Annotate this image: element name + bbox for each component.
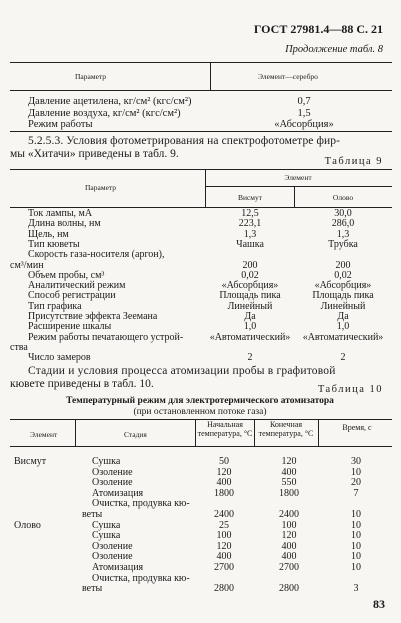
table10-end-temp: 550 <box>281 477 297 489</box>
table10-stage: Сушка <box>92 530 121 542</box>
paragraph-stages-line1: Стадии и условия процесса атомизации пробы в графитовой <box>28 365 336 377</box>
document-header: ГОСТ 27981.4—88 С. 21 <box>253 22 383 36</box>
table10-end-temp: 2700 <box>279 562 299 573</box>
paragraph-stages-line2: кювете приведены в табл. 10. <box>10 378 154 390</box>
table9-tin-value: 200 <box>335 259 351 271</box>
table10-stage: Сушка <box>92 519 121 531</box>
table9-bismuth-value: 0,02 <box>241 269 259 281</box>
table10-start-temp: 400 <box>216 477 232 489</box>
table9-param: Режим работы печатающего устрой- <box>28 331 184 343</box>
table9-bismuth-value: Площадь пика <box>219 290 281 302</box>
table10-header-start-temp: Начальная температура, °С <box>197 420 253 438</box>
table9-bismuth-value: «Автоматический» <box>209 331 291 343</box>
table9-tin-value: «Автоматический» <box>302 331 384 343</box>
table10-end-temp: 400 <box>281 540 297 552</box>
table9-param: Расширение шкалы <box>28 321 112 333</box>
table10-header-stage: Стадия <box>124 430 147 439</box>
table10-end-temp: 400 <box>281 466 297 478</box>
table9-tin-value: 0,02 <box>334 269 352 281</box>
table10-time: 10 <box>351 530 361 542</box>
table9-tin-value: «Абсорбция» <box>314 280 372 292</box>
table8-value: 0,7 <box>297 96 311 107</box>
table10-time: 20 <box>351 477 361 489</box>
table9-header-param: Параметр <box>85 183 117 192</box>
table9-param: Длина волны, нм <box>28 218 101 230</box>
table9-param: Объем пробы, см³ <box>28 269 105 281</box>
table9-bismuth-value: Да <box>244 311 256 322</box>
table10-stage: Атомизация <box>92 487 144 499</box>
table9-bismuth-value: 223,1 <box>238 218 262 230</box>
table9-header-element: Элемент <box>284 173 312 182</box>
table9-param: Скорость газа-носителя (аргон), <box>28 249 165 261</box>
table10-time: 10 <box>351 562 361 573</box>
table10-start-temp: 2700 <box>214 562 234 573</box>
table9-tin-value: 286,0 <box>331 218 355 230</box>
table10-stage: веты <box>82 509 103 520</box>
table9-tin-value: Трубка <box>328 238 358 250</box>
table8-header-param: Параметр <box>75 72 107 81</box>
paragraph-5-2-5-3-line1: 5.2.5.3. Условия фотометрирования на спектрофотометре фир- <box>28 135 341 147</box>
table8-value: «Абсорбция» <box>274 119 334 130</box>
table9-bismuth-value: Чашка <box>236 238 264 250</box>
table10-element: Висмут <box>14 456 47 467</box>
table10-time: 30 <box>351 456 361 467</box>
table9-param: Щель, нм <box>28 228 69 240</box>
page-number: 83 <box>373 597 385 611</box>
table9-header-bismuth: Висмут <box>237 193 263 202</box>
table10-time: 10 <box>351 540 361 552</box>
table9-bismuth-value: 2 <box>247 352 253 364</box>
table9-tin-value: Линейный <box>320 300 366 312</box>
table9-tin-value: 30,0 <box>334 208 352 219</box>
table9-bismuth-value: 12,5 <box>241 208 259 219</box>
table10-time: 3 <box>353 583 359 595</box>
table10-stage: Озоление <box>92 466 133 478</box>
table9-param: Тип кюветы <box>28 238 80 250</box>
table10-stage: Озоление <box>92 477 133 489</box>
table10-header-time: Время, с <box>342 423 372 432</box>
paragraph-5-2-5-3-line2: мы «Хитачи» приведены в табл. 9. <box>10 148 179 160</box>
table9-param: Число замеров <box>28 352 91 364</box>
table10-start-temp: 50 <box>219 456 229 467</box>
table9-param: Аналитический режим <box>28 280 126 292</box>
table9-tin-value: Площадь пика <box>312 290 374 302</box>
table9-param: Тип графика <box>28 300 82 312</box>
table9-tin-value: 1,3 <box>336 228 350 240</box>
table10-start-temp: 100 <box>216 530 232 542</box>
table10-stage: Очистка, продувка кю- <box>92 498 190 510</box>
table10-start-temp: 25 <box>219 519 229 531</box>
table10-start-temp: 1800 <box>214 487 234 499</box>
table9-tin-value: 2 <box>340 352 346 364</box>
table10-end-temp: 2800 <box>279 583 299 595</box>
table9-param: см³/мин <box>10 259 44 271</box>
table8-param: Давление воздуха, кг/см² (кгс/см²) <box>28 107 181 119</box>
table10-end-temp: 2400 <box>279 509 299 520</box>
table9-param: Ток лампы, мА <box>28 208 93 219</box>
table8-param: Режим работы <box>28 119 93 130</box>
table10-end-temp: 120 <box>281 456 297 467</box>
table8-header-element: Элемент—серебро <box>258 72 318 81</box>
table10-subtitle: (при остановленном потоке газа) <box>133 407 267 417</box>
table10-time: 10 <box>351 551 361 563</box>
table9-caption: Таблица 9 <box>324 156 383 167</box>
table10-start-temp: 120 <box>216 466 232 478</box>
table9-bismuth-value: Линейный <box>227 300 273 312</box>
table9-tin-value: 1,0 <box>336 321 350 333</box>
table8-value: 1,5 <box>297 107 311 119</box>
table10-time: 10 <box>351 509 361 520</box>
table10-end-temp: 100 <box>281 519 297 531</box>
table9-param: ства <box>10 341 28 353</box>
table10-stage: Атомизация <box>92 562 144 573</box>
table9-bismuth-value: 1,0 <box>243 321 257 333</box>
table10-time: 10 <box>351 519 361 531</box>
table10-end-temp: 1800 <box>279 487 299 499</box>
table10-end-temp: 120 <box>281 530 297 542</box>
table10-element: Олово <box>14 519 41 531</box>
table10-header-end-temp: Конечная температура, °С <box>258 420 314 438</box>
table8-param: Давление ацетилена, кг/см² (кгс/см²) <box>28 96 192 107</box>
table-continuation-label: Продолжение табл. 8 <box>285 44 383 55</box>
table10-start-temp: 120 <box>216 540 232 552</box>
table10-title: Температурный режим для электротермического атомизатора <box>66 396 334 406</box>
table10-stage: Сушка <box>92 456 121 467</box>
table10-end-temp: 400 <box>281 551 297 563</box>
table10-header-element: Элемент <box>30 430 58 439</box>
table9-bismuth-value: 1,3 <box>243 228 257 240</box>
table9-param: Присутствие эффекта Зеемана <box>28 311 158 322</box>
table10-stage: Очистка, продувка кю- <box>92 572 190 584</box>
table9-bismuth-value: «Абсорбция» <box>221 280 279 292</box>
table10-start-temp: 400 <box>216 551 232 563</box>
table10-stage: Озоление <box>92 551 133 563</box>
table10-stage: Озоление <box>92 540 133 552</box>
table10-start-temp: 2400 <box>214 509 234 520</box>
table10-time: 7 <box>353 487 359 499</box>
table10-stage: веты <box>82 583 103 595</box>
table9-param: Способ регистрации <box>28 290 116 302</box>
table9-header-tin: Олово <box>332 193 354 202</box>
table9-tin-value: Да <box>337 311 349 322</box>
table10-start-temp: 2800 <box>214 583 234 595</box>
table10-time: 10 <box>351 466 361 478</box>
table9-bismuth-value: 200 <box>242 259 258 271</box>
table10-caption: Таблица 10 <box>317 384 383 395</box>
